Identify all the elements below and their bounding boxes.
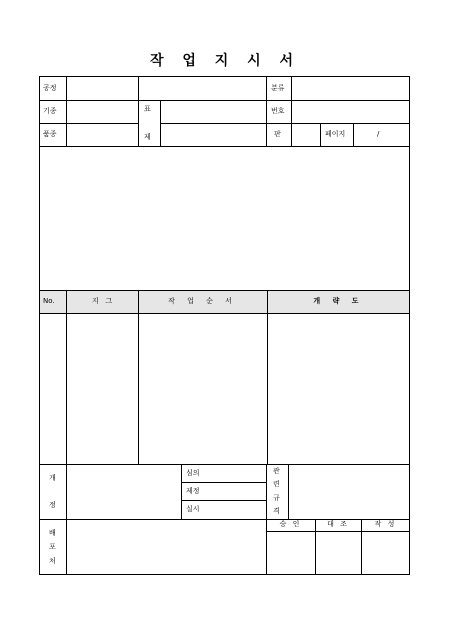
grid-line [320, 123, 321, 146]
related-rules-char-2: 련 [273, 480, 280, 488]
grid-line [160, 100, 161, 146]
distribution-char-2: 포 [49, 543, 56, 551]
col-sequence-label: 작 업 순 서 [168, 297, 237, 305]
title-label-top: 표 [144, 105, 151, 113]
grid-line [353, 123, 354, 146]
related-rules-char-4: 격 [273, 507, 280, 515]
page-separator: / [377, 130, 380, 138]
distribution-char-1: 배 [49, 529, 56, 537]
grid-line [66, 464, 67, 575]
grid-line [138, 76, 139, 146]
grid-line [266, 76, 267, 146]
col-jig-label: 지 그 [91, 297, 113, 305]
grid-line [288, 464, 289, 519]
title-label-bottom: 제 [144, 133, 151, 141]
col-no-label: No. [43, 297, 55, 305]
grid-line [39, 76, 410, 77]
check-label: 대 조 [327, 520, 349, 528]
grid-line [39, 146, 410, 147]
approve-label: 승 인 [279, 520, 302, 528]
grid-line [39, 574, 410, 575]
review-label: 심의 [186, 469, 200, 477]
write-label: 작 성 [374, 520, 397, 528]
enforce-label: 실시 [186, 505, 200, 513]
page-label: 페이지 [325, 130, 346, 138]
distribution-char-3: 처 [49, 557, 56, 565]
grid-line [39, 313, 410, 314]
document-title: 작 업 지 시 서 [149, 53, 301, 69]
related-rules-char-3: 규 [273, 494, 280, 502]
related-rules-char-1: 관 [273, 467, 280, 475]
revision-label-top: 개 [49, 474, 56, 482]
grid-line [181, 464, 182, 519]
grid-line [181, 482, 266, 483]
grid-line [291, 76, 292, 146]
grid-line [39, 290, 410, 291]
edition-label: 판 [274, 130, 281, 138]
col-diagram-label: 개 략 도 [313, 297, 364, 305]
number-label: 번호 [271, 107, 285, 115]
grid-line [409, 76, 410, 575]
enact-label: 제정 [186, 487, 200, 495]
model-label: 기종 [43, 107, 57, 115]
grid-line [266, 531, 410, 532]
grid-line [66, 290, 67, 464]
grid-line [66, 76, 67, 146]
revision-label-bottom: 정 [49, 501, 56, 509]
grid-line [39, 123, 138, 124]
grid-line [39, 76, 40, 575]
form-grid [39, 76, 410, 575]
grid-line [39, 464, 410, 465]
part-label: 품종 [43, 130, 57, 138]
grid-line [39, 519, 266, 520]
grid-line [267, 290, 268, 464]
grid-line [181, 500, 266, 501]
process-label: 공정 [43, 84, 57, 92]
grid-line [138, 290, 139, 464]
grid-line [160, 123, 410, 124]
grid-line [39, 100, 410, 101]
category-label: 분류 [271, 84, 285, 92]
